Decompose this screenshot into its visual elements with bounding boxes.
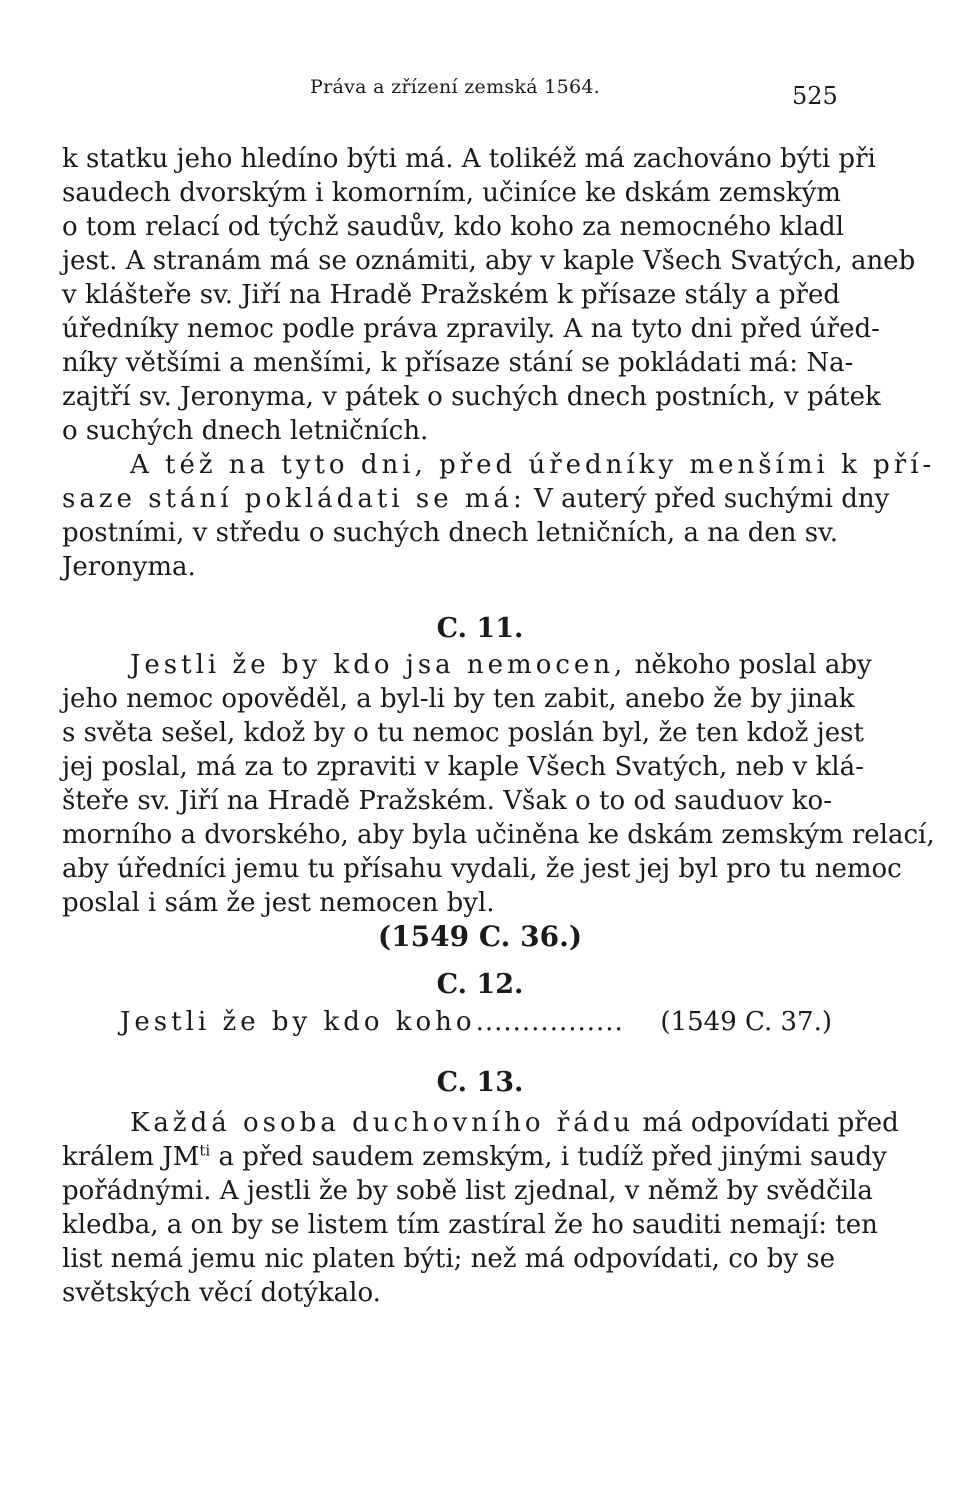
text-line: o suchých dnech letničních. [62,416,429,446]
section-heading: C. 12. [436,969,524,1000]
text-line: kledba, a on by se listem tím zastíral že ho sauditi nemají: ten [62,1210,878,1240]
spaced-text: Jestli že by kdo jsa nemocen, [130,650,627,680]
text-line: k statku jeho hledíno býti má. A tolikéž má zachováno býti při [62,144,876,174]
text-run: někoho poslal aby [626,650,872,680]
page-header [0,68,960,108]
dot-leader: ................ [475,1007,624,1037]
text-line: morního a dvorského, aby byla učiněna ke dskám zemským relací, [62,820,935,850]
text-line: list nemá jemu nic platen býti; než má odpovídati, co by se [62,1244,836,1274]
text-line: Jeronyma. [62,552,196,582]
text-line: v klášteře sv. Jiří na Hradě Pražském k přísaze stály a před [62,280,840,310]
spaced-text: Jestli že by kdo koho [120,1007,476,1037]
text-line: o tom relací od týchž saudův, kdo koho za nemocného kladl [62,212,844,242]
text-line: úředníky nemoc podle práva zpravily. A na tyto dni před úřed- [62,314,880,344]
text-line: poslal i sám že jest nemocen byl. [62,888,495,918]
section-heading: C. 13. [436,1067,524,1098]
text-run: králem JM [62,1142,200,1172]
text-line [130,648,872,682]
text-line: aby úředníci jemu tu přísahu vydali, že jest jej byl pro tu nemoc [62,854,902,884]
spaced-text: saze stání pokládati se má: [62,484,526,514]
text-line: zajtří sv. Jeronyma, v pátek o suchých dnech postních, v pátek [62,382,881,412]
text-line [120,1005,832,1039]
text-line: pořádnými. A jestli že by sobě list zjednal, v němž by svědčila [62,1176,873,1206]
spaced-text: Každá osoba duchovního řádu [130,1108,635,1138]
citation: (1549 C. 36.) [377,920,583,953]
citation: (1549 C. 37.) [660,1007,832,1037]
text-run: má odpovídati před [634,1108,899,1138]
text-line [62,1140,887,1174]
running-title: Práva a zřízení zemská 1564. [310,76,601,98]
text-line-spaced: A též na tyto dni, před úředníky menšími k pří- [130,450,936,480]
text-line: jest. A stranám má se oznámiti, aby v kaple Všech Svatých, aneb [62,246,916,276]
text-line: světských věcí dotýkalo. [62,1278,381,1308]
text-line: níky většími a menšími, k přísaze stání se pokládati má: Na- [62,348,854,378]
text-line [62,482,890,516]
text-run: a před saudem zemským, i tudíž před jinými saudy [210,1142,887,1172]
text-line [130,1106,899,1140]
text-line: jeho nemoc opověděl, a byl-li by ten zabit, anebo že by jinak [62,684,855,714]
text-line: šteře sv. Jiří na Hradě Pražském. Však o to od sauduov ko- [62,786,832,816]
page-number: 525 [792,82,838,110]
text-line: postními, v středu o suchých dnech letničních, a na den sv. [62,518,838,548]
superscript: ti [199,1141,211,1160]
text-line: s světa sešel, kdož by o tu nemoc poslán byl, že ten kdož jest [62,718,864,748]
text-run: V auterý před suchými dny [525,484,890,514]
text-line: jej poslal, má za to zpraviti v kaple Všech Svatých, neb v klá- [62,752,864,782]
text-line: saudech dvorským i komorním, učiníce ke dskám zemským [62,178,841,208]
section-heading: C. 11. [436,613,524,644]
